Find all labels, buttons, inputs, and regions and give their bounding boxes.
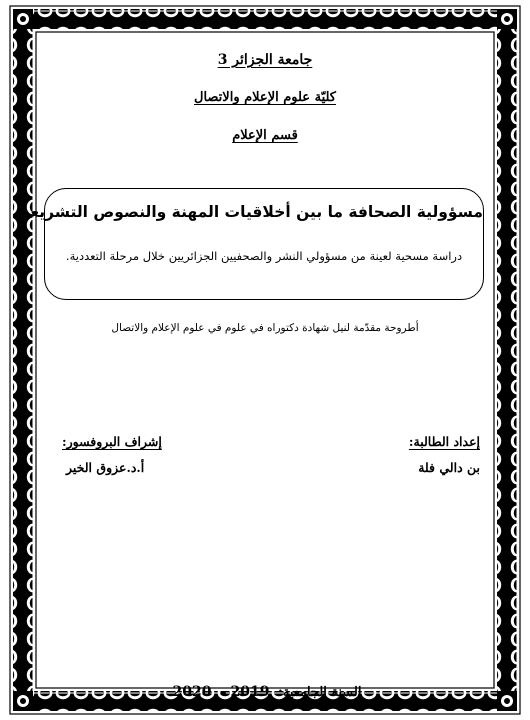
academic-year	[44, 684, 486, 700]
thesis-subtitle: دراسة مسحية لعينة من مسؤولي النشر والصحفيين الجزائريين خلال مرحلة التعددية.	[65, 249, 463, 263]
student-name: بن دالي فلة	[418, 460, 480, 475]
thesis-title: مسؤولية الصحافة ما بين أخلاقيات المهنة والنصوص التشريعية	[14, 203, 483, 221]
academic-year-start: 2019	[230, 684, 270, 700]
supervisor-label: إشراف البروفسور:	[62, 434, 162, 449]
academic-year-label: السنة الجامعية:	[278, 685, 362, 700]
supervisor-name: أ.د.عزوق الخير	[66, 460, 145, 475]
academic-year-end: 2020	[172, 684, 212, 700]
thesis-title-box	[14, 188, 484, 300]
university-name: جامعة الجزائر 3	[217, 52, 313, 68]
department-name: قسم الإعلام	[232, 128, 298, 143]
faculty-name: كليّة علوم الإعلام والاتصال	[194, 90, 336, 105]
prepared-by-label: إعداد الطالبة:	[408, 434, 480, 449]
title-page	[14, 40, 486, 700]
academic-year-separator: –	[220, 685, 227, 700]
thesis-degree-note: أطروحة مقدّمة لنيل شهادة دكتوراه في علوم في علوم الإعلام والاتصال	[111, 322, 419, 334]
